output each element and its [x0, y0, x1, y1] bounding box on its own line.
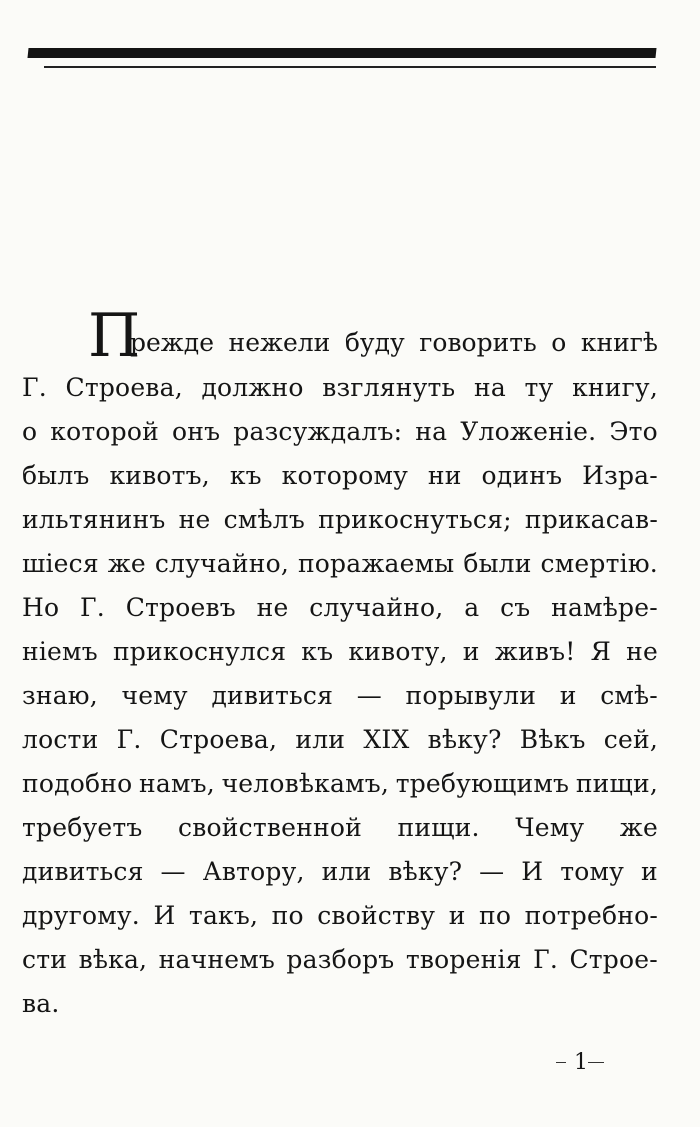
word: смертію. — [540, 549, 658, 578]
word: Строевъ — [125, 593, 236, 622]
word: намъ, — [139, 769, 215, 798]
drop-cap: П — [88, 301, 141, 371]
word: И — [153, 901, 176, 930]
word: И — [521, 857, 544, 886]
text-line — [22, 586, 658, 630]
text-line — [22, 674, 658, 718]
word: потребно- — [524, 901, 658, 930]
word: такъ, — [188, 901, 259, 930]
word: и — [641, 857, 658, 886]
word: Но — [22, 593, 60, 622]
word: или — [321, 857, 372, 886]
word: прикоснулся — [112, 637, 287, 666]
word: а — [464, 593, 480, 622]
word: чему — [121, 681, 188, 710]
word: Г. — [22, 373, 47, 402]
word: книгѣ — [580, 328, 658, 357]
word: пищи, — [575, 769, 658, 798]
word: смѣ- — [600, 681, 658, 710]
word: же — [107, 549, 146, 578]
word: прикоснуться; — [318, 505, 512, 534]
word: кивотъ, — [109, 461, 210, 490]
word: подобно — [22, 769, 133, 798]
word: Г. — [80, 593, 105, 622]
word: другому. — [22, 901, 140, 930]
word: былъ — [22, 461, 90, 490]
word: Автору, — [202, 857, 305, 886]
word: по — [479, 901, 512, 930]
word: Строева, — [159, 725, 278, 754]
text-line — [22, 762, 658, 806]
word: взглянуть — [322, 373, 456, 402]
word: разборъ — [286, 945, 395, 974]
text-line — [22, 410, 658, 454]
word: дивиться — [22, 857, 144, 886]
word: не — [178, 505, 211, 534]
word: книгу, — [572, 373, 658, 402]
top-thin-rule — [44, 66, 656, 68]
word: ни — [427, 461, 462, 490]
text-line — [22, 938, 658, 982]
word: Вѣкъ — [519, 725, 586, 754]
word: къ — [229, 461, 262, 490]
word: говорить — [419, 328, 537, 357]
word: порывули — [405, 681, 537, 710]
text-line — [22, 366, 658, 410]
word: къ — [301, 637, 334, 666]
word: ильтянинъ — [22, 505, 166, 534]
word: Чему — [515, 813, 585, 842]
word: на — [473, 373, 506, 402]
word: же — [619, 813, 658, 842]
word: прикасав- — [524, 505, 658, 534]
word: буду — [344, 328, 405, 357]
word: свойству — [317, 901, 436, 930]
word: вѣку? — [427, 725, 502, 754]
word: знаю, — [22, 681, 98, 710]
word: шіеся — [22, 549, 99, 578]
word: онъ — [172, 417, 221, 446]
word: свойственной — [178, 813, 362, 842]
word: Изра- — [582, 461, 658, 490]
word: XIX — [363, 725, 410, 754]
word: случайно, — [154, 549, 290, 578]
word: — — [356, 681, 382, 710]
word: не — [626, 637, 658, 666]
word: поражаемы — [297, 549, 455, 578]
first-line — [22, 301, 658, 371]
word: ніемъ — [22, 637, 98, 666]
page-number: 1 — [574, 1050, 588, 1075]
word: Уложеніе. — [460, 417, 597, 446]
word: были — [463, 549, 532, 578]
word: одинъ — [481, 461, 563, 490]
word: разсуждалъ: — [233, 417, 403, 446]
text-line — [22, 806, 658, 850]
word: которому — [281, 461, 409, 490]
text-line — [22, 850, 658, 894]
word: пищи. — [397, 813, 480, 842]
word: о — [22, 417, 38, 446]
last-line: ва. — [22, 989, 60, 1018]
word: требуетъ — [22, 813, 143, 842]
word: Г. — [116, 725, 142, 754]
page-number-dash-right — [588, 1062, 604, 1063]
text-line — [22, 454, 658, 498]
text-line — [22, 498, 658, 542]
word: по — [271, 901, 304, 930]
word: вѣка, — [78, 945, 148, 974]
word: на — [415, 417, 448, 446]
word: вѣку? — [388, 857, 463, 886]
word: которой — [50, 417, 159, 446]
word: лости — [22, 725, 99, 754]
paragraph — [22, 301, 658, 1026]
text-line — [22, 718, 658, 762]
text-line — [22, 894, 658, 938]
word: требующимъ — [395, 769, 570, 798]
word: Это — [609, 417, 658, 446]
word: и — [462, 637, 480, 666]
word: съ — [500, 593, 531, 622]
first-line-text — [130, 328, 658, 358]
word: — — [479, 857, 505, 886]
word: Строе- — [569, 945, 658, 974]
word: Я — [590, 637, 611, 666]
word: тому — [560, 857, 625, 886]
text-line — [22, 630, 658, 674]
word: человѣкамъ, — [221, 769, 390, 798]
word: сти — [22, 945, 68, 974]
text-lines — [22, 366, 658, 982]
word: не — [256, 593, 289, 622]
word: Г. — [533, 945, 558, 974]
word: и — [448, 901, 466, 930]
word: сей, — [603, 725, 658, 754]
word: о — [551, 328, 567, 357]
word: режде — [130, 328, 214, 357]
word: должно — [201, 373, 304, 402]
word: нежели — [228, 328, 331, 357]
word: живъ! — [494, 637, 576, 666]
word: смѣлъ — [223, 505, 305, 534]
word: ту — [524, 373, 554, 402]
word: — — [160, 857, 186, 886]
top-decorative-rule — [27, 48, 656, 58]
word: творенія — [405, 945, 522, 974]
text-line — [22, 542, 658, 586]
word: кивоту, — [348, 637, 448, 666]
word: и — [559, 681, 577, 710]
word: или — [295, 725, 346, 754]
word: Строева, — [65, 373, 183, 402]
word: намѣре- — [551, 593, 658, 622]
word: начнемъ — [158, 945, 275, 974]
word: дивиться — [211, 681, 334, 710]
word: случайно, — [309, 593, 444, 622]
